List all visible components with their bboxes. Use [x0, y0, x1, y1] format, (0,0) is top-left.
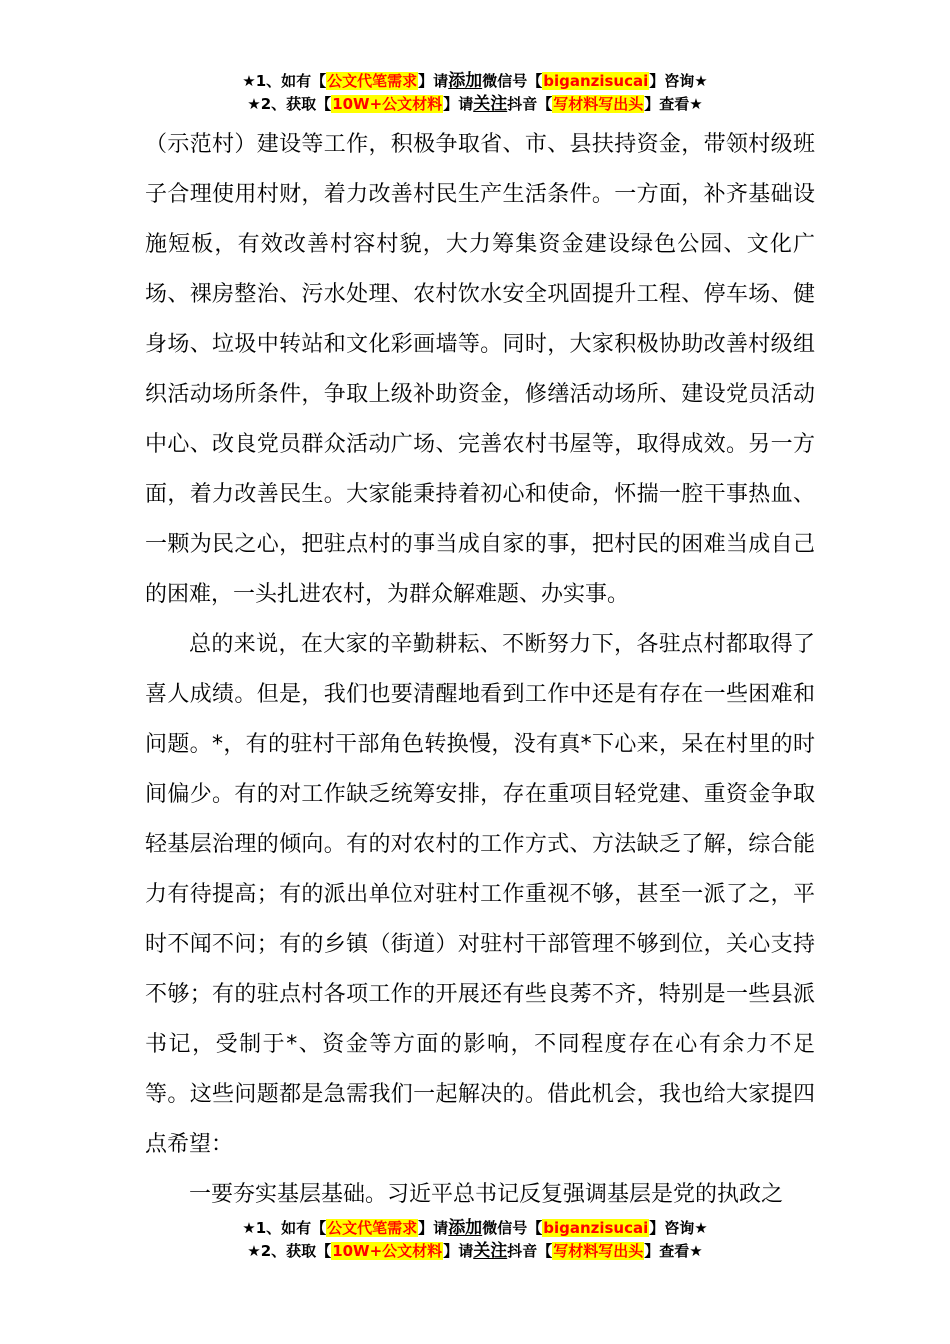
banner-text: 】查看★	[644, 1242, 703, 1260]
banner-emphasis: 关注	[473, 1241, 508, 1261]
banner-highlight-douyin: 写材料写出头	[553, 1242, 644, 1260]
paragraph-2: 总的来说，在大家的辛勤耕耘、不断努力下，各驻点村都取得了喜人成绩。但是，我们也要清醒地看到工作中还是有存在一些困难和问题。*，有的驻村干部角色转换慢，没有真*下心来，呆在村里的时间偏少。有的对工作缺乏统筹安排，存在重项目轻党建、重资金争取轻基层治理的倾向。有的对农村的工作方式、方法缺乏了解，综合能力有待提高；有的派出单位对驻村工作重视不够，甚至一派了之，平时不闻不问；有的乡镇（街道）对驻村干部管理不够到位，关心支持不够；有的驻点村各项工作的开展还有些良莠不齐，特别是一些县派书记，受制于*、资金等方面的影响，不同程度存在心有余力不足等。这些问题都是急需我们一起解决的。借此机会，我也给大家提四点希望：	[145, 632, 815, 1157]
banner-line-1	[0, 1217, 950, 1240]
banner-text: 】咨询★	[649, 1219, 708, 1237]
banner-highlight-wechat: biganzisucai	[543, 1219, 649, 1237]
document-body	[145, 120, 815, 1220]
banner-highlight: 10W+公文材料	[332, 95, 443, 113]
banner-highlight: 公文代笔需求	[327, 1219, 418, 1237]
banner-text: ★1、如有【	[242, 72, 327, 90]
header-banner	[0, 70, 950, 116]
banner-highlight: 公文代笔需求	[327, 72, 418, 90]
banner-text: 】请	[418, 72, 449, 90]
banner-text: 】查看★	[644, 95, 703, 113]
banner-text: 】咨询★	[649, 72, 708, 90]
banner-line-1	[0, 70, 950, 93]
banner-emphasis: 添加	[448, 1218, 483, 1238]
banner-text: 】请	[443, 1242, 474, 1260]
banner-text: 抖音【	[507, 95, 553, 113]
paragraph-3: 一要夯实基层基础。习近平总书记反复强调基层是党的执政之	[189, 1182, 784, 1207]
paragraph-1: （示范村）建设等工作，积极争取省、市、县扶持资金，带领村级班子合理使用村财，着力改善村民生产生活条件。一方面，补齐基础设施短板，有效改善村容村貌，大力筹集资金建设绿色公园、文化广场、裸房整治、污水处理、农村饮水安全巩固提升工程、停车场、健身场、垃圾中转站和文化彩画墙等。同时，大家积极协助改善村级组织活动场所条件，争取上级补助资金，修缮活动场所、建设党员活动中心、改良党员群众活动广场、完善农村书屋等，取得成效。另一方面，着力改善民生。大家能秉持着初心和使命，怀揣一腔干事热血、一颗为民之心，把驻点村的事当成自家的事，把村民的困难当成自己的困难，一头扎进农村，为群众解难题、办实事。	[145, 132, 815, 607]
banner-highlight: 10W+公文材料	[332, 1242, 443, 1260]
banner-line-2	[0, 1240, 950, 1263]
banner-text: 】请	[418, 1219, 449, 1237]
banner-text: 微信号【	[482, 1219, 543, 1237]
banner-text: ★2、获取【	[247, 1242, 332, 1260]
banner-emphasis: 关注	[473, 94, 508, 114]
banner-emphasis: 添加	[448, 71, 483, 91]
banner-text: 抖音【	[507, 1242, 553, 1260]
footer-banner	[0, 1217, 950, 1263]
banner-highlight-wechat: biganzisucai	[543, 72, 649, 90]
banner-highlight-douyin: 写材料写出头	[553, 95, 644, 113]
banner-text: ★2、获取【	[247, 95, 332, 113]
banner-text: 微信号【	[482, 72, 543, 90]
banner-text: 】请	[443, 95, 474, 113]
banner-line-2	[0, 93, 950, 116]
banner-text: ★1、如有【	[242, 1219, 327, 1237]
